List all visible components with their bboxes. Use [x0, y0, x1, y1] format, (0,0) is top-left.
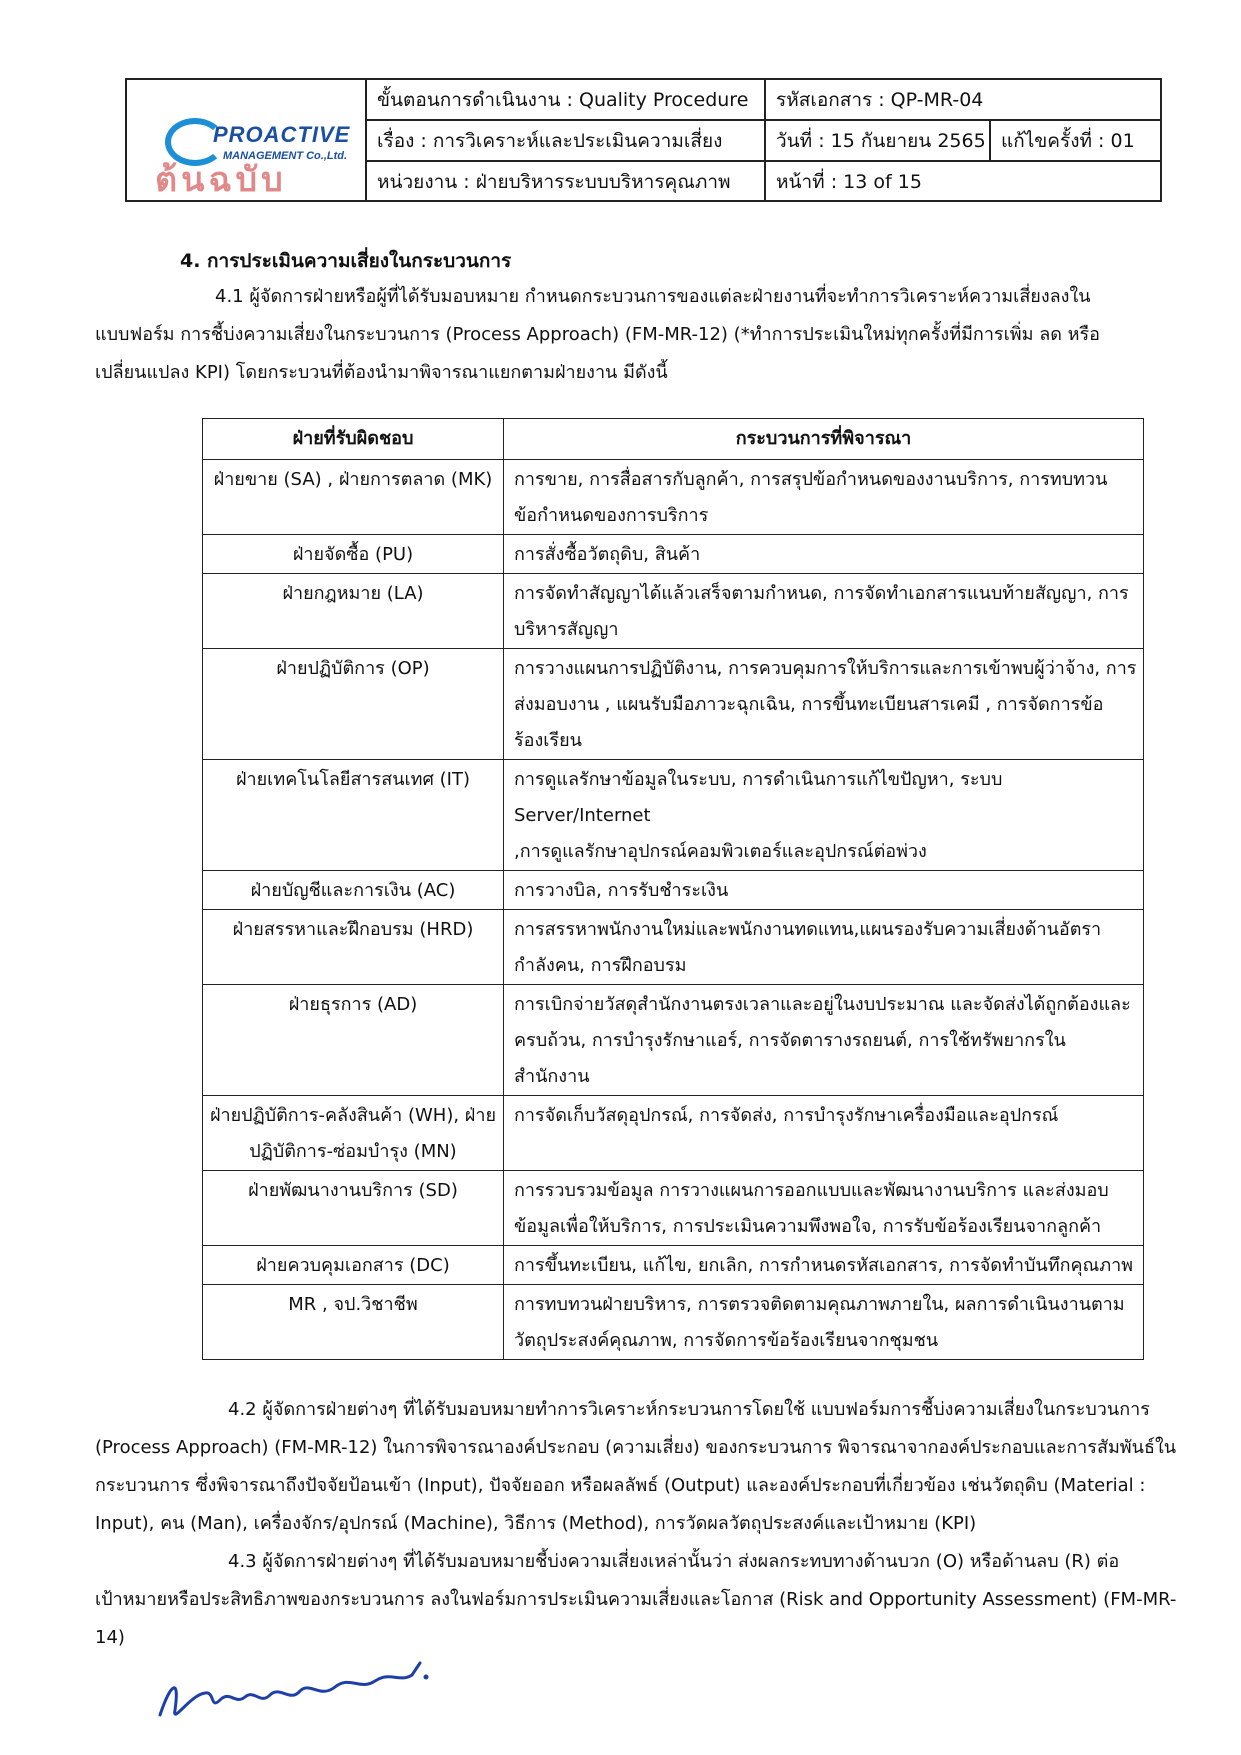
table-row	[203, 1171, 1144, 1246]
process-line: การขึ้นทะเบียน, แก้ไข, ยกเลิก, การกำหนดรหัสเอกสาร, การจัดทำบันทึกคุณภาพ	[514, 1255, 1134, 1276]
process-line: การดูแลรักษาข้อมูลในระบบ, การดำเนินการแก้ไขปัญหา, ระบบ Server/Internet	[514, 769, 1003, 826]
dept-cell	[203, 760, 504, 871]
text-line: แบบฟอร์ม การชี้บ่งความเสี่ยงในกระบวนการ (Process Approach) (FM-MR-12) (*ทำการประเมินใหม่ทุกครั้งที่มีการเพิ่ม ลด หรือ	[95, 324, 1100, 345]
logo-subtext: MANAGEMENT Co.,Ltd.	[223, 150, 348, 162]
process-cell	[504, 1246, 1144, 1285]
table-row	[203, 985, 1144, 1096]
process-line: ร้องเรียน	[514, 730, 582, 751]
logo-text: PROACTIVE	[213, 122, 351, 147]
table-row	[203, 460, 1144, 535]
text-line: 4.2 ผู้จัดการฝ่ายต่างๆ ที่ได้รับมอบหมายทำการวิเคราะห์กระบวนการโดยใช้ แบบฟอร์มการชี้บ่งความเสี่ยงในกระบวนการ	[228, 1399, 1150, 1420]
document-header	[125, 78, 1162, 202]
process-cell	[504, 460, 1144, 535]
process-cell	[504, 535, 1144, 574]
process-cell	[504, 649, 1144, 760]
dept-line: ฝ่ายธุรการ (AD)	[288, 994, 418, 1015]
text-line: Input), คน (Man), เครื่องจักร/อุปกรณ์ (Machine), วิธีการ (Method), การวัดผลวัตถุประสงค์และเป้าหมาย (KPI)	[95, 1513, 977, 1534]
process-cell	[504, 1285, 1144, 1360]
dept-line: ฝ่ายเทคโนโลยีสารสนเทศ (IT)	[235, 769, 471, 790]
process-line: กำลังคน, การฝึกอบรม	[514, 955, 687, 976]
process-line: การสั่งซื้อวัตถุดิบ, สินค้า	[514, 544, 701, 565]
dept-line: ฝ่ายจัดซื้อ (PU)	[292, 544, 414, 565]
table-row	[203, 760, 1144, 871]
process-line: การวางบิล, การรับชำระเงิน	[514, 880, 729, 901]
process-line: การรวบรวมข้อมูล การวางแผนการออกแบบและพัฒนางานบริการ และส่งมอบ	[514, 1180, 1109, 1201]
table-row	[203, 1096, 1144, 1171]
dept-line: ฝ่ายสรรหาและฝึกอบรม (HRD)	[232, 919, 474, 940]
text-line: 14)	[95, 1627, 125, 1648]
dept-line: ฝ่ายกฎหมาย (LA)	[282, 583, 424, 604]
paragraph-4-1	[95, 278, 1100, 392]
process-cell	[504, 871, 1144, 910]
process-cell	[504, 910, 1144, 985]
dept-cell	[203, 1171, 504, 1246]
text-line: กระบวนการ ซึ่งพิจารณาถึงปัจจัยป้อนเข้า (Input), ปัจจัยออก หรือผลลัพธ์ (Output) และองค์ประกอบที่เกี่ยวข้อง เช่นวัตถุดิบ (Material :	[95, 1475, 1146, 1496]
department-label: หน่วยงาน : ฝ่ายบริหารระบบบริหารคุณภาพ	[377, 171, 731, 193]
revision-number: แก้ไขครั้งที่ : 01	[1001, 130, 1135, 152]
process-cell	[504, 1096, 1144, 1171]
dept-cell	[203, 910, 504, 985]
text-line: 4.1 ผู้จัดการฝ่ายหรือผู้ที่ได้รับมอบหมาย กำหนดกระบวนการของแต่ละฝ่ายงานที่จะทำการวิเคราะห์ความเสี่ยงลงใน	[215, 286, 1091, 307]
dept-cell	[203, 871, 504, 910]
table-row	[203, 535, 1144, 574]
dept-cell	[203, 985, 504, 1096]
responsibility-table	[202, 418, 1144, 1360]
dept-line: MR , จป.วิชาชีพ	[288, 1294, 418, 1315]
process-cell	[504, 760, 1144, 871]
process-line: ข้อกำหนดของการบริการ	[514, 505, 709, 526]
table-row	[203, 910, 1144, 985]
column-header-dept: ฝ่ายที่รับผิดชอบ	[203, 419, 504, 460]
subject-label: เรื่อง : การวิเคราะห์และประเมินความเสี่ยง	[377, 130, 723, 152]
dept-cell	[203, 1285, 504, 1360]
process-line: การจัดเก็บวัสดุอุปกรณ์, การจัดส่ง, การบำรุงรักษาเครื่องมือและอุปกรณ์	[514, 1105, 1059, 1126]
dept-cell	[203, 1246, 504, 1285]
dept-cell	[203, 574, 504, 649]
dept-cell	[203, 649, 504, 760]
process-line: ครบถ้วน, การบำรุงรักษาแอร์, การจัดตารางรถยนต์, การใช้ทรัพยากรในสำนักงาน	[514, 1030, 1066, 1087]
company-logo	[127, 80, 367, 200]
text-line: เปลี่ยนแปลง KPI) โดยกระบวนที่ต้องนำมาพิจารณาแยกตามฝ่ายงาน มีดังนี้	[95, 362, 668, 383]
dept-line: ฝ่ายพัฒนางานบริการ (SD)	[248, 1180, 458, 1201]
table-header-row	[203, 419, 1144, 460]
procedure-label: ขั้นตอนการดำเนินงาน : Quality Procedure	[377, 89, 749, 111]
process-line: การขาย, การสื่อสารกับลูกค้า, การสรุปข้อกำหนดของงานบริการ, การทบทวน	[514, 469, 1108, 490]
table-row	[203, 1285, 1144, 1360]
dept-line: ฝ่ายบัญชีและการเงิน (AC)	[250, 880, 456, 901]
dept-line: ฝ่ายควบคุมเอกสาร (DC)	[256, 1255, 450, 1276]
process-line: ข้อมูลเพื่อให้บริการ, การประเมินความพึงพอใจ, การรับข้อร้องเรียนจากลูกค้า	[514, 1216, 1102, 1237]
process-line: การเบิกจ่ายวัสดุสำนักงานตรงเวลาและอยู่ในงบประมาณ และจัดส่งได้ถูกต้องและ	[514, 994, 1131, 1015]
process-line: การสรรหาพนักงานใหม่และพนักงานทดแทน,แผนรองรับความเสี่ยงด้านอัตรา	[514, 919, 1102, 940]
original-stamp: ต้นฉบับ	[155, 160, 287, 200]
paragraph-4-2	[95, 1391, 1176, 1543]
dept-line: ฝ่ายขาย (SA) , ฝ่ายการตลาด (MK)	[213, 469, 493, 490]
dept-cell	[203, 1096, 504, 1171]
table-row	[203, 649, 1144, 760]
text-line: (Process Approach) (FM-MR-12) ในการพิจารณาองค์ประกอบ (ความเสี่ยง) ของกระบวนการ พิจารณาจากองค์ประกอบและการสัมพันธ์ใน	[95, 1437, 1177, 1458]
process-line: บริหารสัญญา	[514, 619, 619, 640]
process-line: การจัดทำสัญญาได้แล้วเสร็จตามกำหนด, การจัดทำเอกสารแนบท้ายสัญญา, การ	[514, 583, 1129, 604]
paragraph-4-3	[95, 1543, 1176, 1657]
process-cell	[504, 985, 1144, 1096]
page-number: หน้าที่ : 13 of 15	[776, 171, 922, 193]
column-header-process: กระบวนการที่พิจารณา	[504, 419, 1144, 460]
table-row	[203, 574, 1144, 649]
dept-line: ปฏิบัติการ-ซ่อมบำรุง (MN)	[249, 1141, 457, 1162]
text-line: 4.3 ผู้จัดการฝ่ายต่างๆ ที่ได้รับมอบหมายชี้บ่งความเสี่ยงเหล่านั้นว่า ส่งผลกระทบทางด้านบวก (O) หรือด้านลบ (R) ต่อ	[228, 1551, 1120, 1572]
process-line: การทบทวนฝ่ายบริหาร, การตรวจติดตามคุณภาพภายใน, ผลการดำเนินงานตาม	[514, 1294, 1125, 1315]
issue-date: วันที่ : 15 กันยายน 2565	[776, 130, 986, 152]
table-row	[203, 871, 1144, 910]
process-line: วัตถุประสงค์คุณภาพ, การจัดการข้อร้องเรียนจากชุมชน	[514, 1330, 939, 1351]
process-cell	[504, 1171, 1144, 1246]
dept-line: ฝ่ายปฏิบัติการ (OP)	[276, 658, 430, 679]
process-cell	[504, 574, 1144, 649]
process-line: การวางแผนการปฏิบัติงาน, การควบคุมการให้บริการและการเข้าพบผู้ว่าจ้าง, การ	[514, 658, 1137, 679]
handwritten-signature	[150, 1655, 450, 1735]
process-line: ,การดูแลรักษาอุปกรณ์คอมพิวเตอร์และอุปกรณ์ต่อพ่วง	[514, 841, 927, 862]
doc-code: รหัสเอกสาร : QP-MR-04	[776, 89, 984, 111]
dept-cell	[203, 535, 504, 574]
process-line: ส่งมอบงาน , แผนรับมือภาวะฉุกเฉิน, การขึ้นทะเบียนสารเคมี , การจัดการข้อ	[514, 694, 1104, 715]
table-row	[203, 1246, 1144, 1285]
dept-cell	[203, 460, 504, 535]
section-title: 4. การประเมินความเสี่ยงในกระบวนการ	[180, 250, 512, 272]
dept-line: ฝ่ายปฏิบัติการ-คลังสินค้า (WH), ฝ่าย	[209, 1105, 497, 1126]
text-line: เป้าหมายหรือประสิทธิภาพของกระบวนการ ลงในฟอร์มการประเมินความเสี่ยงและโอกาส (Risk and Opportunity Assessment) (FM-MR-	[95, 1589, 1177, 1610]
